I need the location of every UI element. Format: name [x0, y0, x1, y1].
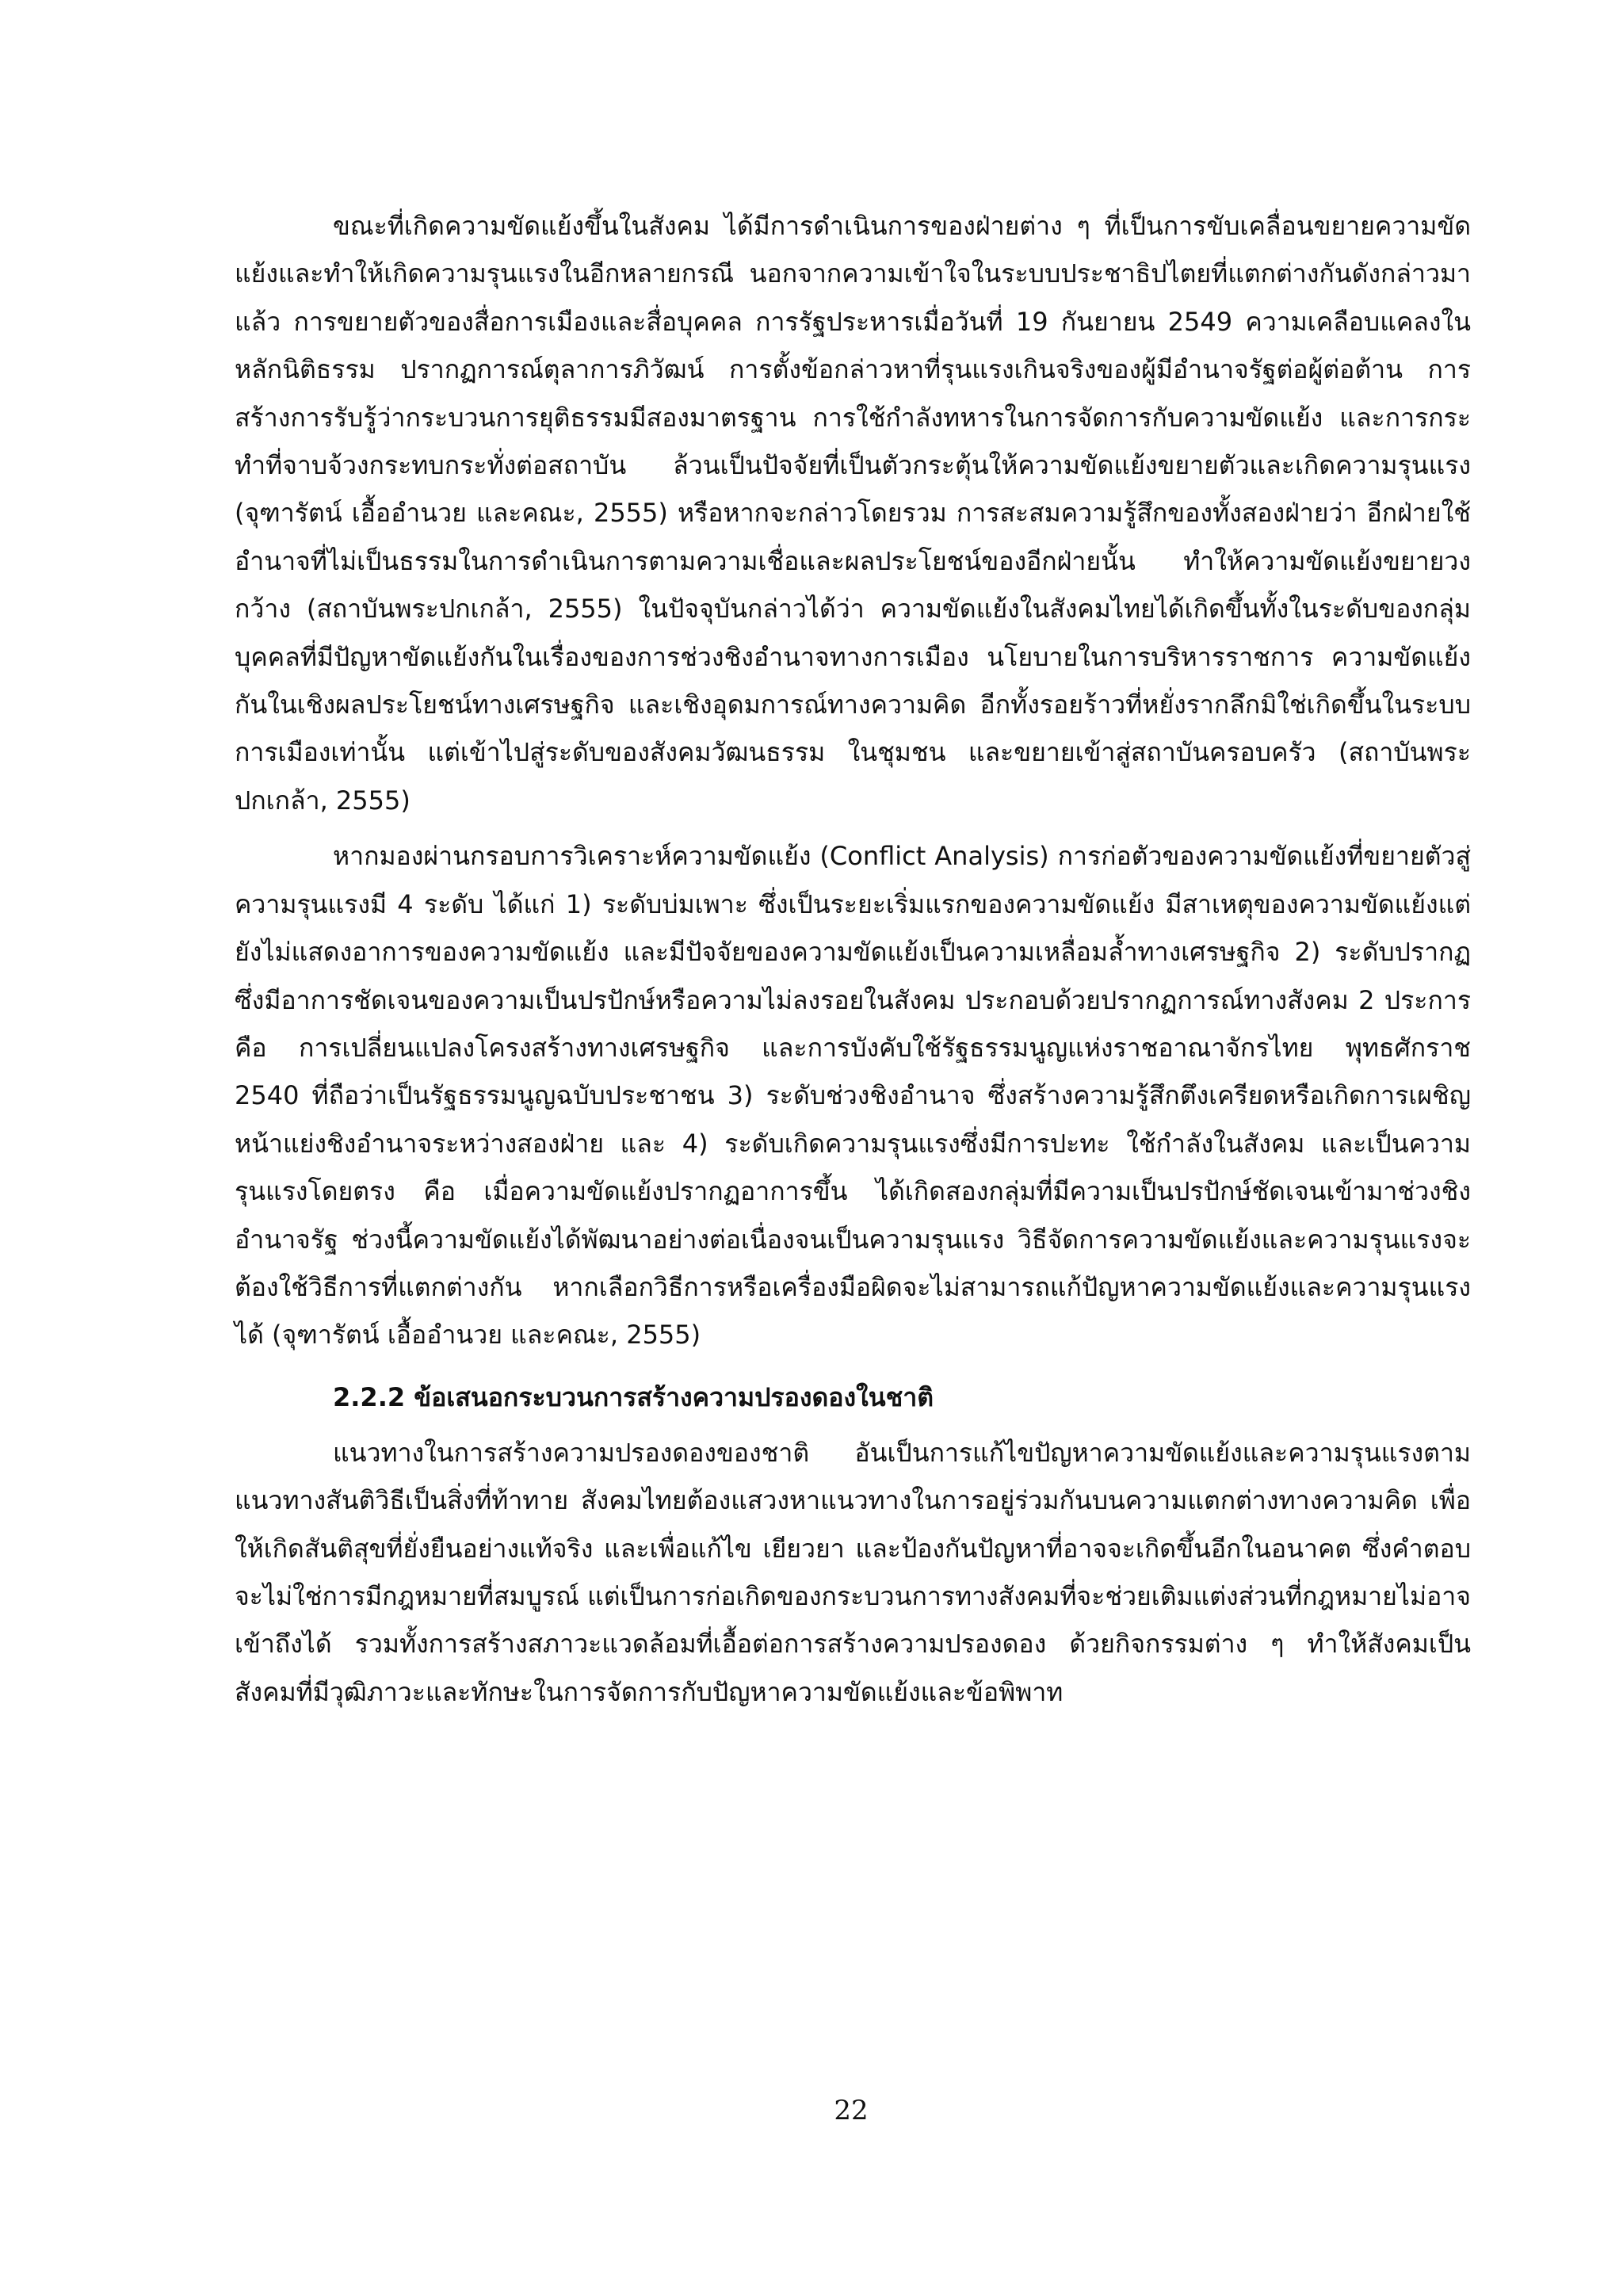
paragraph-reconciliation: แนวทางในการสร้างความปรองดองของชาติ อันเป็นการแก้ไขปัญหาความขัดแย้งและความรุนแรงตามแนวทางสันติวิธีเป็นสิ่งที่ท้าทาย สังคมไทยต้องแสวงหาแนวทางในการอยู่ร่วมกันบนความแตกต่างทางความคิด เพื่อให้เกิดสันติสุขที่ยั่งยืนอย่างแท้จริง และเพื่อแก้ไข เยียวยา และป้องกันปัญหาที่อาจจะเกิดขึ้นอีกในอนาคต ซึ่งคำตอบจะไม่ใช่การมีกฎหมายที่สมบูรณ์ แต่เป็นการก่อเกิดของกระบวนการทางสังคมที่จะช่วยเติมแต่งส่วนที่กฎหมายไม่อาจเข้าถึงได้ รวมทั้งการสร้างสภาวะแวดล้อมที่เอื้อต่อการสร้างความปรองดอง ด้วยกิจกรรมต่าง ๆ ทำให้สังคมเป็นสังคมที่มีวุฒิภาวะและทักษะในการจัดการกับปัญหาความขัดแย้งและข้อพิพาท: [235, 1437, 1471, 1707]
document-body: [235, 202, 1471, 1724]
paragraph-conflict-drivers: ขณะที่เกิดความขัดแย้งขึ้นในสังคม ได้มีการดำเนินการของฝ่ายต่าง ๆ ที่เป็นการขับเคลื่อนขยายความขัดแย้งและทำให้เกิดความรุนแรงในอีกหลายกรณี นอกจากความเข้าใจในระบบประชาธิปไตยที่แตกต่างกันดังกล่าวมาแล้ว การขยายตัวของสื่อการเมืองและสื่อบุคคล การรัฐประหารเมื่อวันที่ 19 กันยายน 2549 ความเคลือบแคลงในหลักนิติธรรม ปรากฏการณ์ตุลาการภิวัฒน์ การตั้งข้อกล่าวหาที่รุนแรงเกินจริงของผู้มีอำนาจรัฐต่อผู้ต่อต้าน การสร้างการรับรู้ว่ากระบวนการยุติธรรมมีสองมาตรฐาน การใช้กำลังทหารในการจัดการกับความขัดแย้ง และการกระทำที่จาบจ้วงกระทบกระทั่งต่อสถาบัน ล้วนเป็นปัจจัยที่เป็นตัวกระตุ้นให้ความขัดแย้งขยายตัวและเกิดความรุนแรง (จุฑารัตน์ เอื้ออำนวย และคณะ, 2555) หรือหากจะกล่าวโดยรวม การสะสมความรู้สึกของทั้งสองฝ่ายว่า อีกฝ่ายใช้อำนาจที่ไม่เป็นธรรมในการดำเนินการตามความเชื่อและผลประโยชน์ของอีกฝ่ายนั้น ทำให้ความขัดแย้งขยายวงกว้าง (สถาบันพระปกเกล้า, 2555) ในปัจจุบันกล่าวได้ว่า ความขัดแย้งในสังคมไทยได้เกิดขึ้นทั้งในระดับของกลุ่มบุคคลที่มีปัญหาขัดแย้งกันในเรื่องของการช่วงชิงอำนาจทางการเมือง นโยบายในการบริหารราชการ ความขัดแย้งกันในเชิงผลประโยชน์ทางเศรษฐกิจ และเชิงอุดมการณ์ทางความคิด อีกทั้งรอยร้าวที่หยั่งรากลึกมิใช่เกิดขึ้นในระบบการเมืองเท่านั้น แต่เข้าไปสู่ระดับของสังคมวัฒนธรรม ในชุมชน และขยายเข้าสู่สถาบันครอบครัว (สถาบันพระปกเกล้า, 2555): [235, 211, 1471, 816]
section-heading: 2.2.2 ข้อเสนอกระบวนการสร้างความปรองดองในชาติ: [333, 1381, 934, 1412]
paragraph-conflict-analysis: หากมองผ่านกรอบการวิเคราะห์ความขัดแย้ง (Conflict Analysis) การก่อตัวของความขัดแย้งที่ขยายตัวสู่ความรุนแรงมี 4 ระดับ ได้แก่ 1) ระดับบ่มเพาะ ซึ่งเป็นระยะเริ่มแรกของความขัดแย้ง มีสาเหตุของความขัดแย้งแต่ยังไม่แสดงอาการของความขัดแย้ง และมีปัจจัยของความขัดแย้งเป็นความเหลื่อมล้ำทางเศรษฐกิจ 2) ระดับปรากฏ ซึ่งมีอาการชัดเจนของความเป็นปรปักษ์หรือความไม่ลงรอยในสังคม ประกอบด้วยปรากฏการณ์ทางสังคม 2 ประการ คือ การเปลี่ยนแปลงโครงสร้างทางเศรษฐกิจ และการบังคับใช้รัฐธรรมนูญแห่งราชอาณาจักรไทย พุทธศักราช 2540 ที่ถือว่าเป็นรัฐธรรมนูญฉบับประชาชน 3) ระดับช่วงชิงอำนาจ ซึ่งสร้างความรู้สึกตึงเครียดหรือเกิดการเผชิญหน้าแย่งชิงอำนาจระหว่างสองฝ่าย และ 4) ระดับเกิดความรุนแรงซึ่งมีการปะทะ ใช้กำลังในสังคม และเป็นความรุนแรงโดยตรง คือ เมื่อความขัดแย้งปรากฏอาการขึ้น ได้เกิดสองกลุ่มที่มีความเป็นปรปักษ์ชัดเจนเข้ามาช่วงชิงอำนาจรัฐ ช่วงนี้ความขัดแย้งได้พัฒนาอย่างต่อเนื่องจนเป็นความรุนแรง วิธีจัดการความขัดแย้งและความรุนแรงจะต้องใช้วิธีการที่แตกต่างกัน หากเลือกวิธีการหรือเครื่องมือผิดจะไม่สามารถแก้ปัญหาความขัดแย้งและความรุนแรงได้ (จุฑารัตน์ เอื้ออำนวย และคณะ, 2555): [235, 841, 1471, 1350]
page-number: 22: [834, 2095, 869, 2126]
